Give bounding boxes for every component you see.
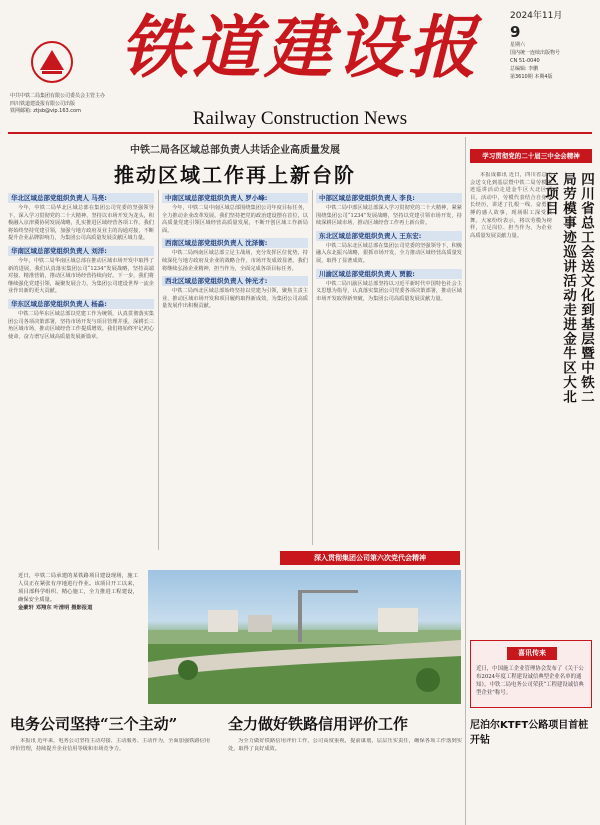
column-divider [158,190,159,550]
story-column-2 [162,190,308,565]
newspaper-title-english: Railway Construction News [192,108,408,129]
column-divider [312,190,313,545]
article-body [10,738,210,823]
issue-info-line: 总编辑: 李鹏 [510,66,539,72]
issue-info [510,8,595,81]
section-text: 中铁二局川渝区域总部坚持以习近平新时代中国特色社会主义思想为指导，认真落实集团公司党委各项决策部署，推动区域市场开发取得新突破，为集团公司高质量发展贡献力量。 [316,280,462,302]
article-headline[interactable]: 电务公司坚持“三个主动” [10,715,178,733]
section-title: 西北区域总部党组织负责人 钟光才: [162,276,308,286]
construction-site-photo[interactable] [148,570,461,704]
photo-caption [18,572,138,612]
section-title: 中部区域总部党组织负责人 李良: [316,193,462,203]
photo-caption-text: 近日，中铁二局承建的某铁路项目建设现场，施工人员正在紧张有序地进行作业。该项目开工以来，项目部科学组织、精心施工，全力推进工程建设，确保安全质量。 [18,573,138,603]
section-text: 今年，中铁二局华北区域总部在集团公司党委的坚强领导下，深入学习贯彻党的二十大精神，坚持以市场开发为龙头，积极融入京津冀协同发展战略，扎实推进区域经营各项工作。我们将始终坚持党建引领，加强与地方政府及业主的沟通对接，不断提升企业品牌影响力，为集团公司高质量发展贡献区域力量。 [8,205,154,242]
story-headline[interactable]: 推动区域工作再上新台阶 [114,163,356,187]
issue-month: 2024年11月 [510,11,563,21]
issue-info-line: CN 51-0040 [510,58,540,64]
section-text: 中铁二局东北区域总部在集团公司党委的坚强领导下，积极融入东北振兴战略，狠抓市场开发，全力推动区域经营高质量发展，取得了显著成效。 [316,242,462,264]
vertical-headline[interactable]: 四川省总工会送文化到基层暨中铁二局劳模事迹巡讲活动走进金牛区大北区项目 [542,172,594,404]
honor-notice [470,640,592,708]
article-text: 本报成都讯 近日，四川省总工会送文化到基层暨中铁二局劳模事迹巡讲活动走进金牛区大北区项目。活动中，劳模代表结合自身成长经历，讲述了扎根一线、奋勇拼搏的感人故事，现场职工深受鼓舞。大家纷纷表示，将以劳模为榜样，立足岗位、担当作为，为企业高质量发展贡献力量。 [470,172,552,239]
section-text: 今年，中铁二局华南区域总部在推动区域市场开发中取得了新的进展，我们认真落实集团公司“1234”发展战略，坚持高端对接、精准营销，推动区域市场经营持续向好。下一步，我们将继续强化党建引领，凝聚发展合力，为集团公司建设世界一流企业作出新的更大贡献。 [8,257,154,295]
party-congress-banner: 深入贯彻集团公司第六次党代会精神 [280,551,460,565]
section-title: 华南区域总部党组织负责人 刘洋: [8,246,154,256]
article-headline[interactable]: 尼泊尔KTFT公路项目首桩开钻 [470,720,589,746]
issue-info-line: 国内统一连续出版物号 [510,50,561,56]
construction-scene-icon [148,570,461,704]
newspaper-title: 铁道建设报 [120,8,481,88]
section-text: 中铁二局西北区域总部始终坚持以党建为引领，聚焦主责主业，推动区域市场开发和项目履约取得新成效，为集团公司高质量发展作出积极贡献。 [162,288,308,310]
main-story [8,137,462,188]
publisher-line: 中共中铁二局集团有限公司委员会主管主办 [10,93,106,99]
study-article-text [470,172,552,632]
masthead [0,0,600,128]
publisher-line: 四川铁道建设报有限公司出版 [10,100,76,107]
section-title: 东北区域总部党组织负责人 王东宏: [316,231,462,241]
story-subhead: 中铁二局各区域总部负责人共话企业高质量发展 [130,145,340,156]
issue-weekday: 星期六 [510,42,526,48]
section-title: 西南区域总部党组织负责人 沈泽衡: [162,238,308,248]
article-body [228,738,462,823]
section-text: 中铁二局西南区域总部立足主战场，充分发挥区位优势，持续深化与地方政府及企业的战略合作，市场开发成效显著。我们将继续弘扬企业精神，担当作为，全面完成各项目标任务。 [162,250,308,272]
publisher-info [10,93,145,116]
honor-text: 近日，中国施工企业管理协会发布了《关于公布2024年度工程建设诚信典型企业名单的通知》，中铁二局电务公司荣获“工程建设诚信典型企业”称号。 [476,666,584,696]
section-title: 川渝区域总部党组织负责人 贾毅: [316,269,462,279]
publisher-line: 铁网邮箱: ztjsb@vip.163.com [10,108,81,114]
section-title: 中南区域总部党组织负责人 罗小峰: [162,193,308,203]
section-text: 中铁二局中部区域总部深入学习贯彻党的二十大精神，紧紧围绕集团公司“1234”发展战略，坚持以党建引领市场开发，持续深耕区域市场，推动区域经营工作再上新台阶。 [316,205,462,227]
article-text: 为全力做好铁路信用评价工作，公司高度重视，提前谋划，层层压实责任，确保各项工作落到实处，取得了良好成效。 [228,738,462,752]
photo-credit: 金豪轩 邓翔东 叶清明 摄影报道 [18,605,93,611]
story-column-1 [8,190,154,565]
article-text: 本报讯 近年来，电务公司坚持主动对接、主动服务、主动作为，全面加强铁路信用评价管理，持续提升企业信用等级和市场竞争力。 [10,738,210,752]
honor-tag: 喜讯传来 [507,647,557,660]
issue-info-line: 第3610期 本期4版 [510,74,553,80]
column-divider [465,137,466,825]
section-text: 中铁二局华东区域总部以党建工作为统领，认真贯彻落实集团公司各项决策部署，坚持市场开发与项目管理并重，深耕长三角区域市场，推动区域经营工作提质增效。我们将始终牢记初心使命，奋力谱写区域高质量发展新篇章。 [8,310,154,340]
story-column-3 [316,190,462,545]
section-title: 华东区域总部党组织负责人 杨淼: [8,299,154,309]
masthead-divider [8,132,592,134]
section-title: 华北区域总部党组织负责人 马亮: [8,193,154,203]
section-text: 今年，中铁二局中南区域总部围绕集团公司年度目标任务，全力推动企业改革发展。我们坚持把党的政治建设摆在首位，以高质量党建引领区域经营高质量发展，不断开创区域工作新局面。 [162,205,308,234]
article-headline[interactable]: 全力做好铁路信用评价工作 [228,715,409,733]
study-banner: 学习贯彻党的二十届三中全会精神 [470,149,592,163]
railway-logo-icon [30,40,74,84]
issue-day: 9 [510,23,521,41]
